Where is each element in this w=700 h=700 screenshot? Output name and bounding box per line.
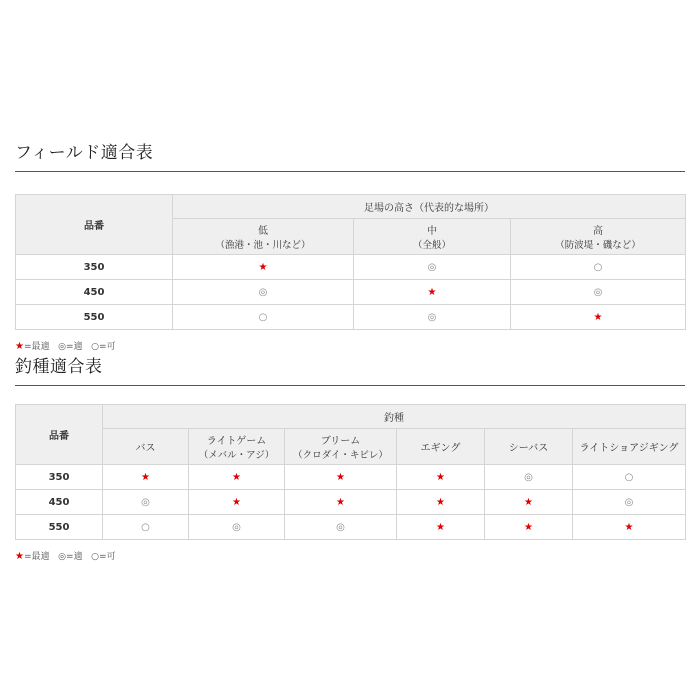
rating-cell: ★ [354,280,511,305]
legend-ok: ○=可 [91,552,116,562]
rating-cell: ◎ [285,515,397,540]
rating-cell: ★ [173,255,354,280]
model-cell: 550 [16,515,103,540]
column-header: 低 （漁港・池・川など） [173,219,354,255]
table-row [16,465,686,490]
model-header: 品番 [16,195,173,255]
rating-cell: ○ [173,305,354,330]
rating-cell: ◎ [173,280,354,305]
legend-good: ◎=適 [58,552,83,562]
legend-ok: ○=可 [91,342,116,352]
rating-cell: ★ [285,490,397,515]
model-cell: 350 [16,465,103,490]
fishing-suitability-section [15,352,685,562]
rating-cell: ★ [485,515,573,540]
rating-cell: ★ [189,490,285,515]
legend-best-text: =最適 [23,342,50,352]
fishing-table-title: 釣種適合表 [15,352,685,386]
rating-legend [15,549,685,562]
rating-cell: ○ [103,515,189,540]
legend-good: ◎=適 [58,342,83,352]
model-cell: 450 [16,280,173,305]
table-header-row [16,405,686,429]
rating-cell: ◎ [189,515,285,540]
model-cell: 450 [16,490,103,515]
rating-cell: ★ [397,490,485,515]
column-header: ライトショアジギング [573,429,686,465]
model-header: 品番 [16,405,103,465]
model-cell: 350 [16,255,173,280]
table-row [16,490,686,515]
table-row [16,280,686,305]
rating-cell: ★ [103,465,189,490]
rating-cell: ★ [189,465,285,490]
table-header-row [16,195,686,219]
column-header: シーバス [485,429,573,465]
rating-cell: ◎ [354,255,511,280]
rating-cell: ★ [285,465,397,490]
rating-cell: ★ [397,515,485,540]
rating-cell: ★ [485,490,573,515]
table-row [16,305,686,330]
rating-cell: ◎ [103,490,189,515]
column-header: バス [103,429,189,465]
fishing-suitability-table [15,404,686,540]
table-row [16,515,686,540]
legend-best-symbol: ★ [15,551,24,562]
rating-cell: ◎ [354,305,511,330]
rating-legend [15,339,685,352]
group-header: 釣種 [103,405,686,429]
column-header: エギング [397,429,485,465]
rating-cell: ◎ [485,465,573,490]
column-header: 高 （防波堤・磯など） [511,219,686,255]
column-header: ブリーム （クロダイ・キビレ） [285,429,397,465]
rating-cell: ◎ [511,280,686,305]
rating-cell: ◎ [573,490,686,515]
table-subheader-row [16,429,686,465]
rating-cell: ★ [573,515,686,540]
field-suitability-section [15,138,685,352]
table-row [16,255,686,280]
field-suitability-table [15,194,686,330]
model-cell: 550 [16,305,173,330]
rating-cell: ○ [573,465,686,490]
rating-cell: ★ [397,465,485,490]
field-table-title: フィールド適合表 [15,138,685,172]
column-header: ライトゲーム （メバル・アジ） [189,429,285,465]
group-header: 足場の高さ（代表的な場所） [173,195,686,219]
legend-best-text: =最適 [23,552,50,562]
column-header: 中 （全般） [354,219,511,255]
rating-cell: ★ [511,305,686,330]
legend-best-symbol: ★ [15,341,24,352]
rating-cell: ○ [511,255,686,280]
